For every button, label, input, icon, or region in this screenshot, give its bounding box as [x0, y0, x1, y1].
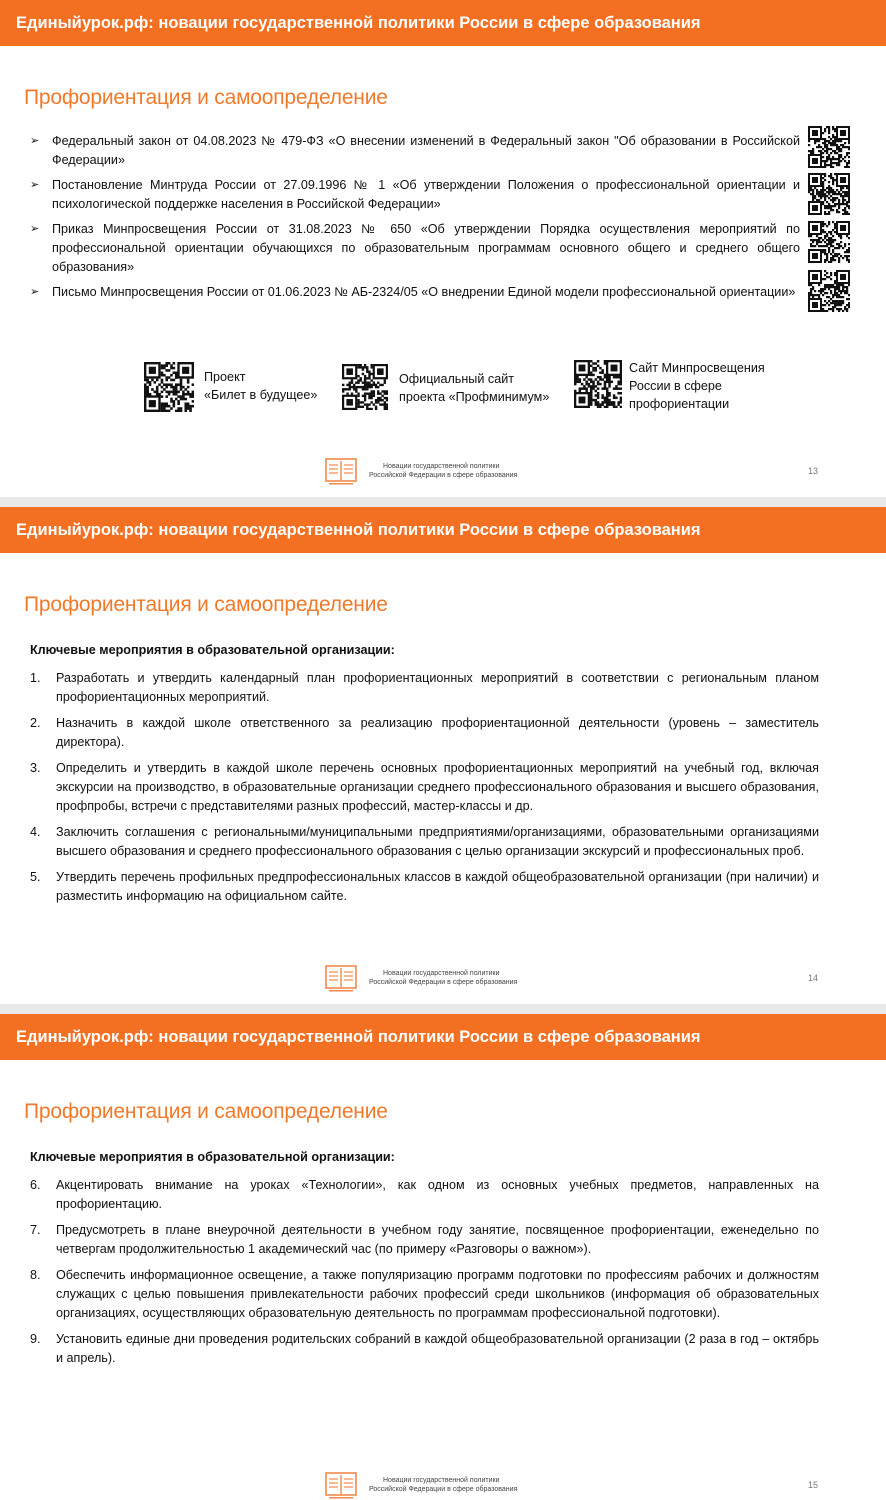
document-item: ➢ Приказ Минпросвещения России от 31.08.2023 № 650 «Об утверждении Порядка осуществления мероприятий по профессиональной ориентации обучающихся по образовательным программам основного общего и среднего общего образования»: [30, 222, 800, 274]
slide-title: Профориентация и самоопределение: [24, 593, 388, 616]
arrow-bullet-icon: ➢: [30, 179, 40, 191]
qr-code-icon[interactable]: [144, 362, 194, 412]
slide-13: [0, 0, 886, 497]
list-item: 9. Установить единые дни проведения родительских собраний в каждой общеобразовательной организации (2 раза в год – октябрь и апрель).: [30, 1332, 819, 1365]
slide-banner: Единыйурок.рф: новации государственной политики России в сфере образования: [0, 0, 886, 46]
document-list: [30, 132, 800, 308]
document-item: ➢ Федеральный закон от 04.08.2023 № 479-ФЗ «О внесении изменений в Федеральный закон "Об образовании в Российской Федерации»: [30, 134, 800, 167]
qr-link-label: Проект «Билет в будущее»: [204, 370, 318, 402]
section-subheading: Ключевые мероприятия в образовательной организации:: [30, 1150, 395, 1164]
list-item: 8. Обеспечить информационное освещение, а также популяризацию программ подготовки по профессиям рабочих и должностям служащих с целью повышения привлекательности рабочих профессий среди школьников (информация об образовательных организациях, осуществляющих образовательную деятельность по программам профессиональной подготовки).: [30, 1268, 819, 1320]
slide-banner: Единыйурок.рф: новации государственной политики России в сфере образования: [0, 507, 886, 553]
list-item: 4. Заключить соглашения с региональными/муниципальными предприятиями/организациями, образовательными организациями высшего образования и среднего профессионального образования с целью организации экскурсий и профессиональных проб.: [30, 825, 819, 858]
list-item: 7. Предусмотреть в плане внеурочной деятельности в учебном году занятие, посвященное профориентации, еженедельно по четвергам продолжительностью 1 академический час (по примеру «Разговоры о важном»).: [30, 1223, 819, 1256]
slide-title: Профориентация и самоопределение: [24, 1100, 388, 1123]
arrow-bullet-icon: ➢: [30, 135, 40, 147]
slide-footer: [0, 965, 886, 995]
section-subheading: Ключевые мероприятия в образовательной организации:: [30, 643, 395, 657]
qr-code-icon[interactable]: [342, 364, 388, 410]
arrow-bullet-icon: ➢: [30, 286, 40, 298]
qr-code-icon[interactable]: [574, 360, 622, 408]
slide-footer: [0, 1472, 886, 1500]
book-logo-icon: [325, 965, 357, 993]
document-item: ➢ Письмо Минпросвещения России от 01.06.2023 № АБ-2324/05 «О внедрении Единой модели профессиональной ориентации»: [30, 283, 800, 302]
qr-link-label: Официальный сайт проекта «Профминимум»: [399, 372, 550, 404]
book-logo-icon: [325, 458, 357, 486]
measures-list: [30, 669, 819, 913]
arrow-bullet-icon: ➢: [30, 223, 40, 235]
slide-banner: Единыйурок.рф: новации государственной политики России в сфере образования: [0, 1014, 886, 1060]
footer-caption: Новации государственной политики Российской Федерации в сфере образования: [369, 970, 518, 986]
footer-caption: Новации государственной политики Российской Федерации в сфере образования: [369, 1477, 518, 1493]
list-item: 6. Акцентировать внимание на уроках «Технологии», как одном из основных учебных предметов, направленных на профориентацию.: [30, 1178, 819, 1211]
footer-caption: Новации государственной политики Российской Федерации в сфере образования: [369, 463, 518, 479]
page-number: 15: [807, 1480, 818, 1490]
qr-links-row: [0, 358, 886, 418]
slide-footer: [0, 458, 886, 488]
book-logo-icon: [325, 1472, 357, 1500]
list-item: 3. Определить и утвердить в каждой школе перечень основных профориентационных мероприятий на учебный год, включая экскурсии на производство, в образовательные организации среднего профессионального образования и высшего образования, профпробы, встречи с представителями разных профессий, мастер-классы и др.: [30, 761, 819, 813]
slide-15: [0, 1014, 886, 1500]
slide-title: Профориентация и самоопределение: [24, 86, 388, 109]
slide-14: [0, 507, 886, 1004]
list-item: 5. Утвердить перечень профильных предпрофессиональных классов в каждой общеобразовательной организации (при наличии) и разместить информацию на официальном сайте.: [30, 870, 819, 903]
list-item: 1. Разработать и утвердить календарный план профориентационных мероприятий в соответствии с региональным планом профориентационных мероприятий.: [30, 671, 819, 704]
page-number: 14: [807, 973, 818, 983]
qr-link-label: Сайт Минпросвещения России в сфере профориентации: [629, 361, 765, 411]
qr-code-icon[interactable]: [808, 270, 850, 312]
measures-list: [30, 1176, 819, 1375]
page-number: 13: [807, 466, 818, 476]
list-item: 2. Назначить в каждой школе ответственного за реализацию профориентационной деятельности (уровень – заместитель директора).: [30, 716, 819, 749]
qr-code-icon[interactable]: [808, 126, 850, 168]
qr-code-icon[interactable]: [808, 221, 850, 263]
qr-code-icon[interactable]: [808, 173, 850, 215]
document-item: ➢ Постановление Минтруда России от 27.09.1996 № 1 «Об утверждении Положения о профессиональной ориентации и психологической поддержке населения в Российской Федерации»: [30, 178, 800, 211]
